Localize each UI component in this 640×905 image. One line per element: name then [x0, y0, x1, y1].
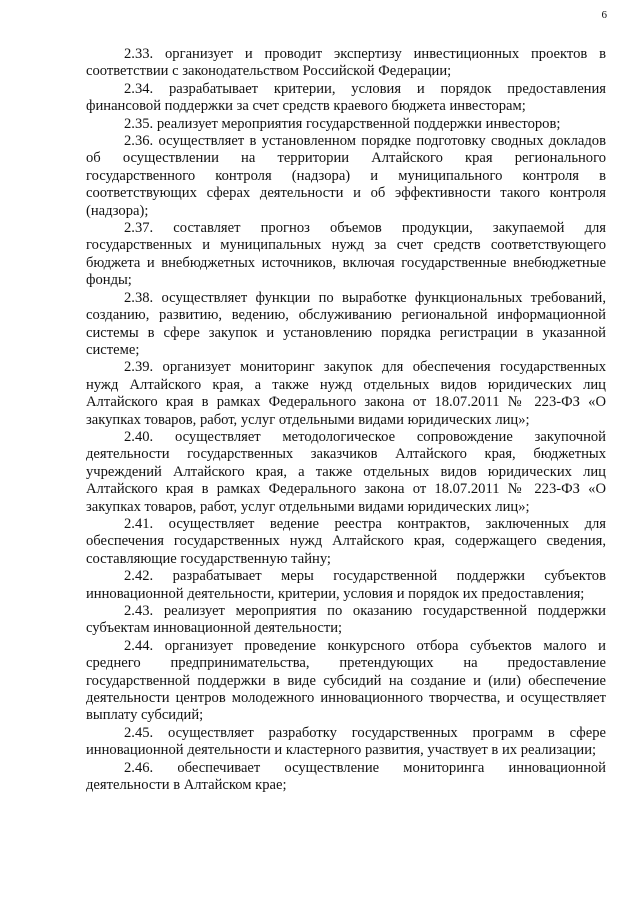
paragraph-2-39: 2.39. организует мониторинг закупок для обеспечения государственных нужд Алтайского края, а также нужд отдельных видов юридических лиц Алтайского края в рамках Федерального закона от 18.07.2011 № 223-ФЗ «О закупках товаров, работ, услуг отдельными видами юридических лиц»;	[86, 359, 606, 428]
paragraph-2-40: 2.40. осуществляет методологическое сопровождение закупочной деятельности государственных заказчиков Алтайского края, бюджетных учреждений Алтайского края, а также отдельных видов юридических лиц Алтайского края в рамках Федерального закона от 18.07.2011 № 223-ФЗ «О закупках товаров, работ, услуг отдельными видами юридических лиц»;	[86, 428, 606, 515]
paragraph-2-33: 2.33. организует и проводит экспертизу инвестиционных проектов в соответствии с законодательством Российской Федерации;	[86, 46, 606, 80]
paragraph-2-37: 2.37. составляет прогноз объемов продукции, закупаемой для государственных и муниципальных нужд за счет средств соответствующего бюджета и внебюджетных источников, включая государственные внебюджетные фонды;	[86, 220, 606, 289]
paragraph-2-46: 2.46. обеспечивает осуществление мониторинга инновационной деятельности в Алтайском крае;	[86, 759, 606, 794]
paragraph-2-42: 2.42. разрабатывает меры государственной поддержки субъектов инновационной деятельности, критерии, условия и порядок их предоставления;	[86, 568, 606, 602]
paragraph-2-36: 2.36. осуществляет в установленном порядке подготовку сводных докладов об осуществлении на территории Алтайского края регионального государственного контроля (надзора) и муниципального контроля в соответствующих сферах деятельности и об эффективности такого контроля (надзора);	[86, 133, 606, 219]
page-number: 6	[601, 9, 607, 21]
paragraph-2-44: 2.44. организует проведение конкурсного отбора субъектов малого и среднего предпринимательства, претендующих на предоставление государственной поддержки в виде субсидий на создание и (или) обеспечение деятельности центров молодежного инновационного творчества, и осуществляет выплату субсидий;	[86, 637, 606, 724]
paragraph-2-41: 2.41. осуществляет ведение реестра контрактов, заключенных для обеспечения государственных нужд Алтайского края, содержащего сведения, составляющие государственную тайну;	[86, 515, 606, 567]
paragraph-2-35: 2.35. реализует мероприятия государственной поддержки инвесторов;	[124, 115, 561, 132]
paragraph-2-34: 2.34. разрабатывает критерии, условия и порядок предоставления финансовой поддержки за счет средств краевого бюджета инвесторам;	[86, 80, 606, 115]
paragraph-2-45: 2.45. осуществляет разработку государственных программ в сфере инновационной деятельности и кластерного развития, участвует в их реализации;	[86, 724, 606, 759]
paragraph-2-43: 2.43. реализует мероприятия по оказанию государственной поддержки субъектам инновационной деятельности;	[86, 603, 606, 637]
document-body	[86, 46, 606, 794]
paragraph-2-38: 2.38. осуществляет функции по выработке функциональных требований, созданию, развитию, ведению, обслуживанию региональной информационной системы в сфере закупок и установлению порядка регистрации в указанной системе;	[86, 289, 606, 358]
